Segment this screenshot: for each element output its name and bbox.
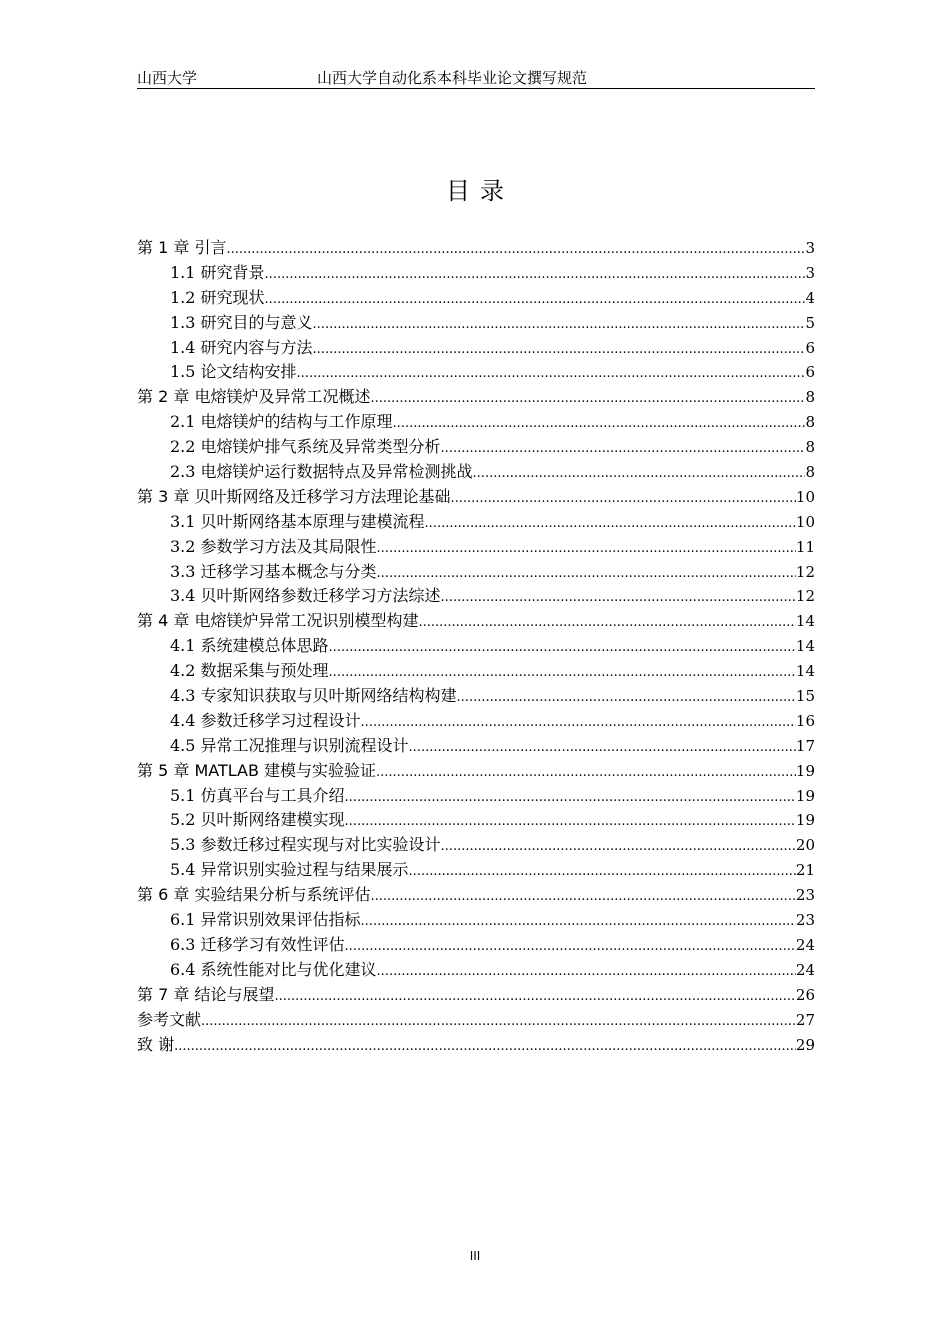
toc-section-entry[interactable] bbox=[137, 709, 815, 734]
toc-entry-page: 15 bbox=[795, 687, 815, 706]
toc-dot-leader bbox=[457, 686, 796, 711]
toc-entry-label: 第 2 章 电熔镁炉及异常工况概述 bbox=[137, 387, 371, 407]
toc-dot-leader bbox=[329, 636, 796, 661]
toc-entry-page: 8 bbox=[805, 463, 815, 482]
toc-section-entry[interactable] bbox=[137, 584, 815, 609]
toc-entry-label: 6.4 系统性能对比与优化建议 bbox=[170, 959, 377, 979]
toc-section-entry[interactable] bbox=[137, 460, 815, 485]
toc-dot-leader bbox=[473, 462, 806, 487]
toc-entry-page: 3 bbox=[805, 263, 815, 282]
toc-entry-label: 1.4 研究内容与方法 bbox=[170, 337, 313, 357]
toc-entry-page: 10 bbox=[795, 512, 815, 531]
toc-section-entry[interactable] bbox=[137, 510, 815, 535]
toc-section-entry[interactable] bbox=[137, 410, 815, 435]
toc-entry-label: 3.2 参数学习方法及其局限性 bbox=[170, 536, 377, 556]
toc-dot-leader bbox=[274, 985, 795, 1010]
toc-entry-page: 23 bbox=[795, 911, 815, 930]
toc-entry-label: 第 5 章 MATLAB 建模与实验验证 bbox=[137, 760, 377, 780]
toc-entry-label: 5.2 贝叶斯网络建模实现 bbox=[170, 810, 345, 830]
toc-dot-leader bbox=[297, 362, 806, 387]
toc-entry-label: 6.1 异常识别效果评估指标 bbox=[170, 910, 361, 930]
toc-section-entry[interactable] bbox=[137, 858, 815, 883]
toc-entry-page: 11 bbox=[795, 537, 815, 556]
toc-entry-page: 3 bbox=[805, 239, 815, 257]
toc-section-entry[interactable] bbox=[137, 634, 815, 659]
toc-entry-page: 29 bbox=[795, 1035, 815, 1054]
toc-dot-leader bbox=[370, 387, 805, 412]
toc-entry-label: 3.4 贝叶斯网络参数迁移学习方法综述 bbox=[170, 586, 441, 606]
toc-section-entry[interactable] bbox=[137, 808, 815, 833]
toc-dot-leader bbox=[265, 288, 806, 313]
toc-section-entry[interactable] bbox=[137, 535, 815, 560]
toc-entry-label: 6.3 迁移学习有效性评估 bbox=[170, 934, 345, 954]
toc-chapter-entry[interactable] bbox=[137, 883, 815, 908]
toc-entry-page: 12 bbox=[795, 562, 815, 581]
toc-chapter-entry[interactable] bbox=[137, 1008, 815, 1033]
toc-entry-label: 3.3 迁移学习基本概念与分类 bbox=[170, 561, 377, 581]
toc-section-entry[interactable] bbox=[137, 261, 815, 286]
toc-entry-page: 19 bbox=[795, 761, 815, 780]
toc-entry-label: 1.5 论文结构安排 bbox=[170, 362, 297, 382]
toc-dot-leader bbox=[377, 562, 796, 587]
toc-entry-page: 6 bbox=[805, 338, 815, 357]
toc-entry-page: 8 bbox=[805, 413, 815, 432]
toc-dot-leader bbox=[361, 910, 796, 935]
toc-section-entry[interactable] bbox=[137, 958, 815, 983]
toc-dot-leader bbox=[345, 786, 796, 811]
toc-section-entry[interactable] bbox=[137, 336, 815, 361]
toc-section-entry[interactable] bbox=[137, 933, 815, 958]
toc-section-entry[interactable] bbox=[137, 833, 815, 858]
toc-entry-label: 4.1 系统建模总体思路 bbox=[170, 636, 329, 656]
page-header bbox=[137, 68, 815, 89]
toc-entry-page: 20 bbox=[795, 836, 815, 855]
toc-entry-page: 6 bbox=[805, 363, 815, 382]
toc-entry-page: 4 bbox=[805, 288, 815, 307]
toc-dot-leader bbox=[450, 487, 795, 512]
toc-entry-label: 2.2 电熔镁炉排气系统及异常类型分析 bbox=[170, 437, 441, 457]
toc-entry-page: 8 bbox=[805, 388, 815, 407]
toc-entry-page: 14 bbox=[795, 662, 815, 681]
toc-section-entry[interactable] bbox=[137, 435, 815, 460]
toc-entry-page: 24 bbox=[795, 935, 815, 954]
toc-section-entry[interactable] bbox=[137, 360, 815, 385]
toc-section-entry[interactable] bbox=[137, 908, 815, 933]
toc-entry-label: 2.1 电熔镁炉的结构与工作原理 bbox=[170, 412, 393, 432]
toc-dot-leader bbox=[201, 1010, 796, 1035]
toc-dot-leader bbox=[329, 661, 796, 686]
toc-entry-label: 5.3 参数迁移过程实现与对比实验设计 bbox=[170, 835, 441, 855]
toc-dot-leader bbox=[376, 761, 796, 786]
toc-entry-label: 4.4 参数迁移学习过程设计 bbox=[170, 710, 361, 730]
toc-dot-leader bbox=[174, 1035, 796, 1060]
toc-section-entry[interactable] bbox=[137, 311, 815, 336]
toc-entry-page: 19 bbox=[795, 811, 815, 830]
toc-entry-label: 第 6 章 实验结果分析与系统评估 bbox=[137, 885, 371, 905]
toc-dot-leader bbox=[393, 412, 806, 437]
toc-entry-label: 1.3 研究目的与意义 bbox=[170, 312, 313, 332]
toc-entry-page: 17 bbox=[795, 736, 815, 755]
toc-entry-label: 1.1 研究背景 bbox=[170, 262, 265, 282]
toc-entry-page: 12 bbox=[795, 587, 815, 606]
toc-entry-label: 4.3 专家知识获取与贝叶斯网络结构构建 bbox=[170, 686, 457, 706]
toc-entry-label: 第 3 章 贝叶斯网络及迁移学习方法理论基础 bbox=[137, 486, 451, 506]
toc-chapter-entry[interactable] bbox=[137, 1033, 815, 1058]
toc-entry-page: 27 bbox=[795, 1010, 815, 1029]
toc-dot-leader bbox=[345, 935, 796, 960]
toc-dot-leader bbox=[226, 238, 805, 263]
toc-dot-leader bbox=[441, 835, 796, 860]
toc-chapter-entry[interactable] bbox=[137, 759, 815, 784]
toc-chapter-entry[interactable] bbox=[137, 983, 815, 1008]
toc-section-entry[interactable] bbox=[137, 286, 815, 311]
toc-entry-page: 5 bbox=[805, 313, 815, 332]
toc-entry-label: 第 1 章 引言 bbox=[137, 238, 227, 257]
toc-entry-page: 19 bbox=[795, 786, 815, 805]
toc-chapter-entry[interactable] bbox=[137, 485, 815, 510]
toc-entry-page: 21 bbox=[795, 861, 815, 880]
toc-dot-leader bbox=[345, 810, 796, 835]
toc-entry-page: 26 bbox=[795, 985, 815, 1004]
toc-dot-leader bbox=[409, 736, 796, 761]
toc-chapter-entry[interactable] bbox=[137, 609, 815, 634]
toc-entry-label: 4.5 异常工况推理与识别流程设计 bbox=[170, 735, 409, 755]
toc-dot-leader bbox=[441, 437, 806, 462]
toc-section-entry[interactable] bbox=[137, 734, 815, 759]
toc-section-entry[interactable] bbox=[137, 784, 815, 809]
toc-entry-label: 2.3 电熔镁炉运行数据特点及异常检测挑战 bbox=[170, 462, 473, 482]
toc-entry-page: 23 bbox=[795, 886, 815, 905]
toc-entry-label: 参考文献 bbox=[137, 1009, 202, 1029]
toc-entry-page: 14 bbox=[795, 612, 815, 631]
toc-entry-label: 第 7 章 结论与展望 bbox=[137, 984, 275, 1004]
toc-dot-leader bbox=[418, 611, 795, 636]
toc-title: 目录 bbox=[446, 177, 514, 205]
toc-dot-leader bbox=[265, 263, 806, 288]
toc-chapter-entry[interactable] bbox=[137, 385, 815, 410]
toc-entry-label: 5.4 异常识别实验过程与结果展示 bbox=[170, 860, 409, 880]
toc-section-entry[interactable] bbox=[137, 684, 815, 709]
toc-dot-leader bbox=[377, 537, 796, 562]
toc-section-entry[interactable] bbox=[137, 560, 815, 585]
toc-entry-label: 4.2 数据采集与预处理 bbox=[170, 661, 329, 681]
toc-entry-page: 16 bbox=[795, 711, 815, 730]
toc-entry-page: 24 bbox=[795, 960, 815, 979]
toc-entry-label: 第 4 章 电熔镁炉异常工况识别模型构建 bbox=[137, 611, 419, 631]
toc-entry-label: 3.1 贝叶斯网络基本原理与建模流程 bbox=[170, 511, 425, 531]
toc-entry-label: 致 谢 bbox=[137, 1034, 175, 1054]
toc-entry-label: 5.1 仿真平台与工具介绍 bbox=[170, 785, 345, 805]
toc-dot-leader bbox=[425, 512, 796, 537]
toc-dot-leader bbox=[313, 313, 806, 338]
toc-dot-leader bbox=[441, 586, 796, 611]
toc-entry-page: 8 bbox=[805, 438, 815, 457]
toc-section-entry[interactable] bbox=[137, 659, 815, 684]
toc-dot-leader bbox=[370, 885, 795, 910]
header-document-title: 山西大学自动化系本科毕业论文撰写规范 bbox=[317, 69, 588, 87]
toc-dot-leader bbox=[377, 960, 796, 985]
header-university: 山西大学 bbox=[137, 69, 198, 87]
toc-entry-label: 1.2 研究现状 bbox=[170, 287, 265, 307]
toc-dot-leader bbox=[409, 860, 796, 885]
table-of-contents bbox=[137, 236, 815, 1057]
page-number: III bbox=[469, 1249, 481, 1263]
toc-entry-page: 10 bbox=[795, 487, 815, 506]
toc-dot-leader bbox=[361, 711, 796, 736]
toc-dot-leader bbox=[313, 338, 806, 363]
toc-entry-page: 14 bbox=[795, 637, 815, 656]
toc-chapter-entry[interactable] bbox=[137, 236, 815, 261]
